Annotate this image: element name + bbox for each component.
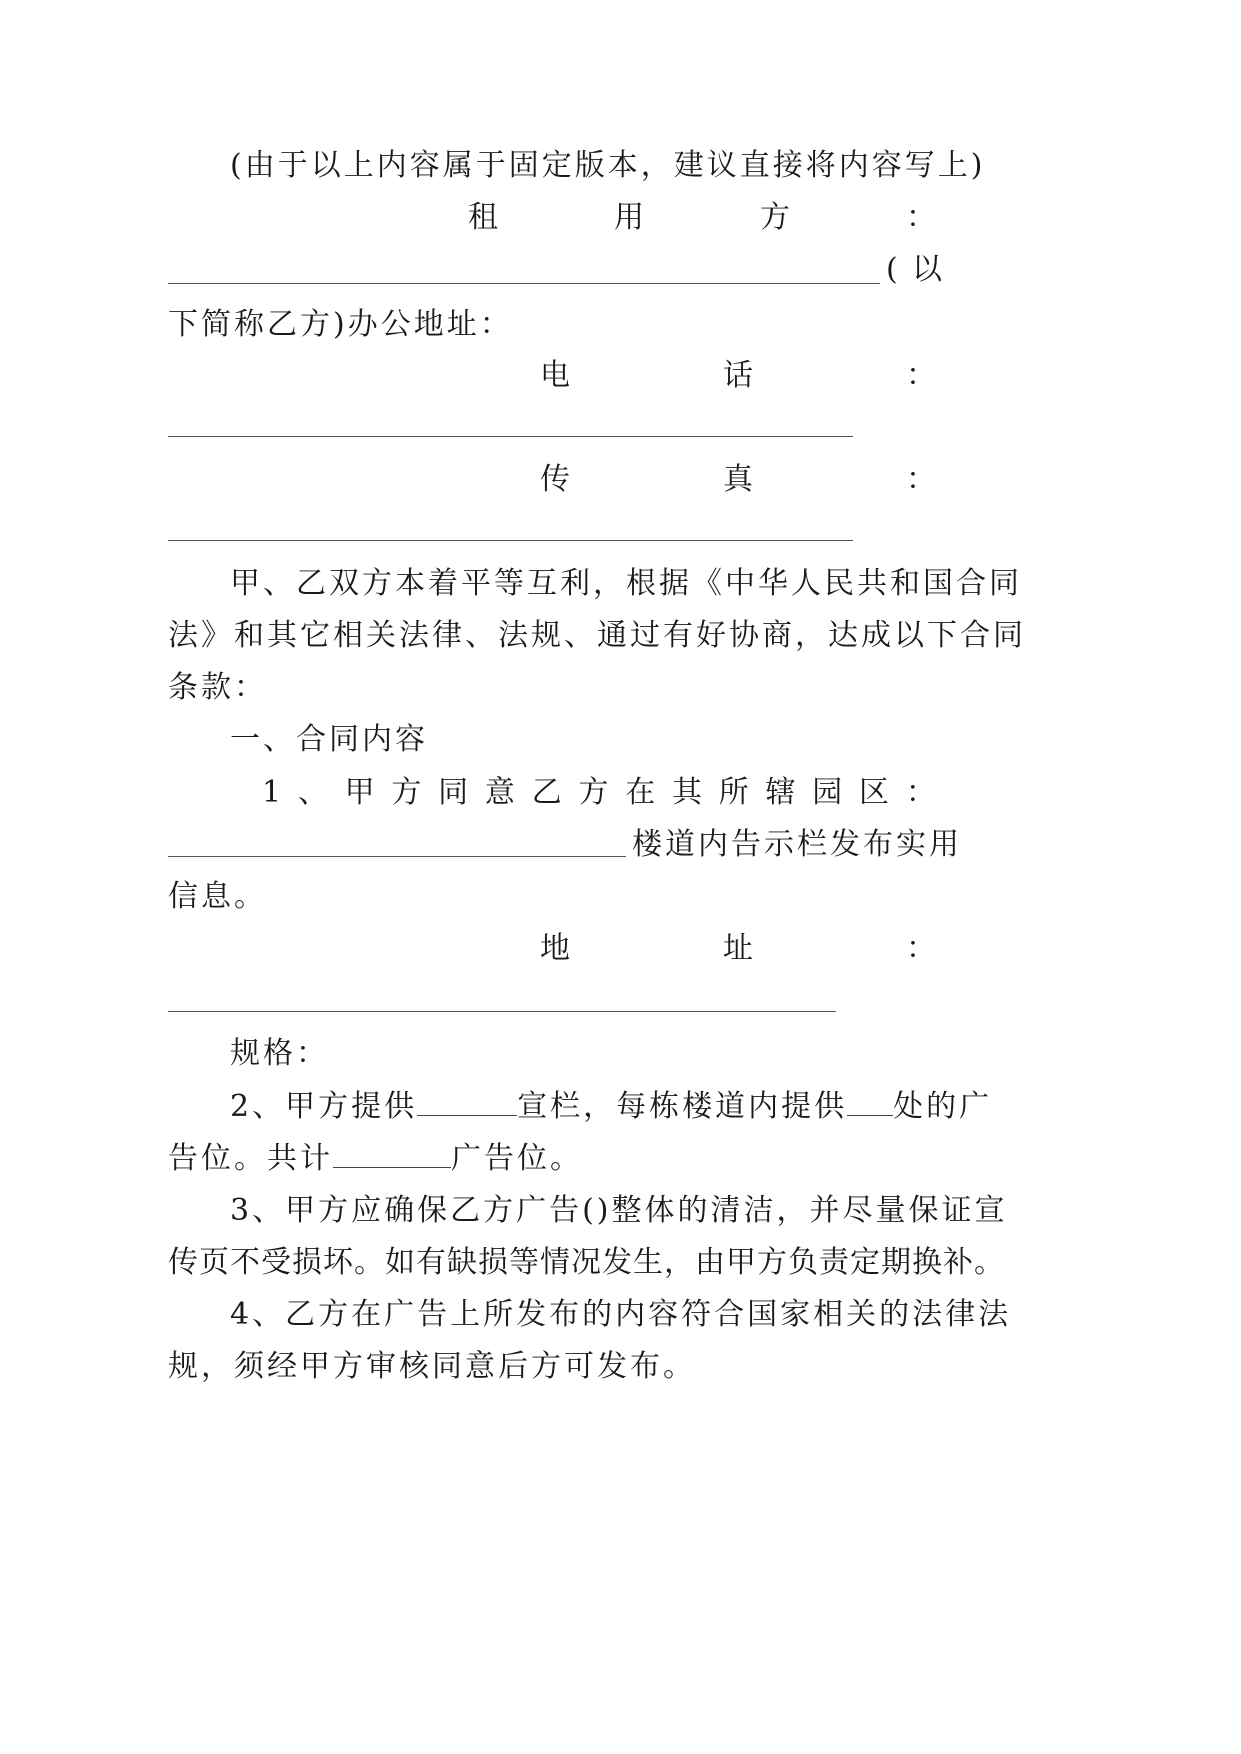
address-blank (168, 1011, 836, 1013)
fax-label: 传 真 ： (540, 462, 936, 497)
intro-line-3: 条款： (168, 670, 267, 705)
phone-blank (168, 436, 853, 438)
item-2-blank-3 (333, 1139, 451, 1168)
lessee-blank (168, 283, 880, 285)
item-1-line-3: 信息。 (168, 879, 267, 914)
item-2-line-2: 告位。共计 广告位。 (168, 1141, 583, 1176)
item-4-line-1: 4、乙方在广告上所发布的内容符合国家相关的法律法 (230, 1297, 1012, 1332)
intro-line-2: 法》和其它相关法律、法规、通过有好协商，达成以下合同 (168, 618, 1026, 653)
note-line: (由于以上内容属于固定版本，建议直接将内容写上) (230, 148, 986, 183)
item-1-line-2: 楼道内告示栏发布实用 (632, 827, 962, 862)
phone-label: 电 话 ： (540, 358, 936, 393)
address-label: 地 址 ： (540, 931, 936, 966)
lessee-label: 租 用 方 ： (468, 200, 936, 235)
item-4-line-2: 规，须经甲方审核同意后方可发布。 (168, 1349, 696, 1384)
item-1-line-1: 1 、 甲 方 同 意 乙 方 在 其 所 辖 园 区 ： (262, 775, 936, 810)
item-1-blank (168, 856, 626, 858)
lessee-suffix-text: 以 (912, 252, 945, 287)
intro-line-1: 甲、乙双方本着平等互利，根据《中华人民共和国合同 (230, 566, 1022, 601)
fax-blank (168, 540, 853, 542)
item-2-line-1: 2、甲方提供 宣栏，每栋楼道内提供 处的广 (230, 1089, 993, 1124)
item-2-blank-2 (847, 1087, 893, 1116)
item-2-blank-1 (417, 1087, 517, 1116)
lessee-suffix-paren: ( (886, 252, 901, 287)
spec-label: 规格： (230, 1036, 329, 1071)
item-3-line-2: 传页不受损坏。如有缺损等情况发生，由甲方负责定期换补。 (168, 1245, 1005, 1280)
section-1-heading: 一、合同内容 (230, 722, 428, 757)
lessee-line2: 下简称乙方)办公地址： (168, 307, 513, 342)
item-3-line-1: 3、甲方应确保乙方广告()整体的清洁，并尽量保证宣 (230, 1193, 1008, 1228)
